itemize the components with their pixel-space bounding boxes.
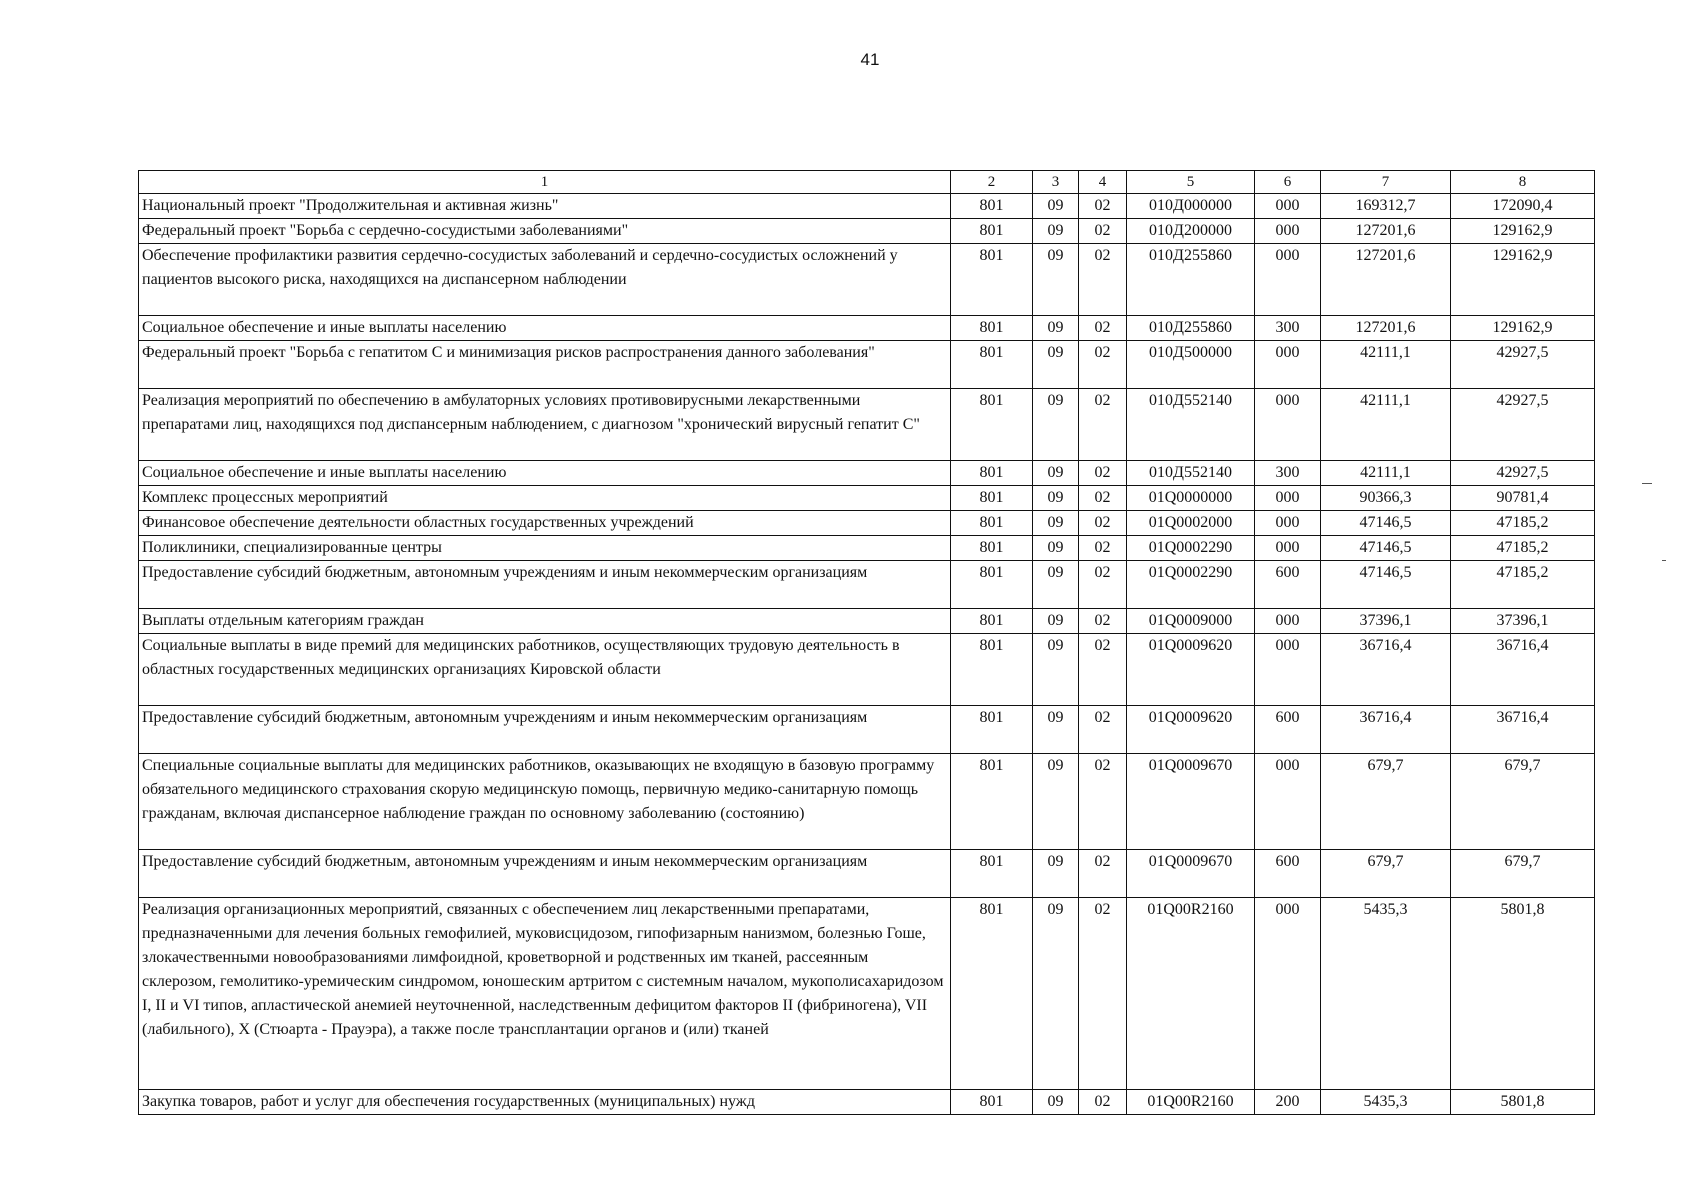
cell-subsection: 02: [1079, 461, 1127, 486]
cell-amount-year2: 129162,9: [1451, 316, 1595, 341]
cell-amount-year1: 90366,3: [1321, 486, 1451, 511]
cell-amount-year1: 5435,3: [1321, 1090, 1451, 1115]
cell-target-article: 010Д500000: [1127, 341, 1255, 389]
cell-section: 09: [1033, 341, 1079, 389]
table-row: [139, 486, 1595, 511]
cell-code-801: 801: [951, 194, 1033, 219]
row-name: Закупка товаров, работ и услуг для обеспечения государственных (муниципальных) нужд: [139, 1090, 951, 1115]
cell-section: 09: [1033, 219, 1079, 244]
column-header: 4: [1079, 171, 1127, 194]
row-name: Социальное обеспечение и иные выплаты населению: [139, 461, 951, 486]
cell-target-article: 01Q0009670: [1127, 850, 1255, 898]
cell-amount-year1: 42111,1: [1321, 461, 1451, 486]
cell-target-article: 010Д552140: [1127, 461, 1255, 486]
cell-expense-type: 000: [1255, 486, 1321, 511]
row-name: Финансовое обеспечение деятельности областных государственных учреждений: [139, 511, 951, 536]
cell-expense-type: 600: [1255, 561, 1321, 609]
cell-target-article: 010Д200000: [1127, 219, 1255, 244]
scan-artifact: [1642, 483, 1652, 484]
cell-expense-type: 000: [1255, 754, 1321, 850]
cell-amount-year1: 47146,5: [1321, 561, 1451, 609]
cell-expense-type: 300: [1255, 461, 1321, 486]
cell-subsection: 02: [1079, 754, 1127, 850]
cell-expense-type: 000: [1255, 609, 1321, 634]
cell-code-801: 801: [951, 389, 1033, 461]
column-header: 7: [1321, 171, 1451, 194]
cell-expense-type: 000: [1255, 194, 1321, 219]
table-body: [139, 194, 1595, 1115]
cell-expense-type: 000: [1255, 536, 1321, 561]
cell-amount-year1: 42111,1: [1321, 389, 1451, 461]
cell-code-801: 801: [951, 461, 1033, 486]
cell-amount-year1: 36716,4: [1321, 706, 1451, 754]
table-row: [139, 850, 1595, 898]
cell-amount-year2: 42927,5: [1451, 389, 1595, 461]
table-header-row: [139, 171, 1595, 194]
cell-expense-type: 300: [1255, 316, 1321, 341]
cell-expense-type: 600: [1255, 850, 1321, 898]
cell-code-801: 801: [951, 634, 1033, 706]
table-row: [139, 341, 1595, 389]
table-row: [139, 219, 1595, 244]
budget-table: [138, 170, 1595, 1115]
cell-section: 09: [1033, 850, 1079, 898]
table-row: [139, 898, 1595, 1090]
cell-target-article: 010Д000000: [1127, 194, 1255, 219]
cell-target-article: 01Q00R2160: [1127, 898, 1255, 1090]
row-name: Обеспечение профилактики развития сердечно-сосудистых заболеваний и сердечно-сосудистых осложнений у пациентов высокого риска, находящихся на диспансерном наблюдении: [139, 244, 951, 316]
cell-amount-year2: 47185,2: [1451, 511, 1595, 536]
cell-code-801: 801: [951, 316, 1033, 341]
cell-expense-type: 600: [1255, 706, 1321, 754]
row-name: Реализация мероприятий по обеспечению в амбулаторных условиях противовирусными лекарственными препаратами лиц, находящихся под диспансерным наблюдением, с диагнозом "хронический вирусный гепатит С": [139, 389, 951, 461]
cell-section: 09: [1033, 389, 1079, 461]
table-row: [139, 609, 1595, 634]
column-header: 2: [951, 171, 1033, 194]
cell-section: 09: [1033, 461, 1079, 486]
cell-expense-type: 000: [1255, 219, 1321, 244]
table-row: [139, 706, 1595, 754]
cell-amount-year1: 42111,1: [1321, 341, 1451, 389]
cell-section: 09: [1033, 486, 1079, 511]
cell-section: 09: [1033, 561, 1079, 609]
cell-target-article: 01Q0002290: [1127, 536, 1255, 561]
row-name: Национальный проект "Продолжительная и активная жизнь": [139, 194, 951, 219]
cell-section: 09: [1033, 1090, 1079, 1115]
cell-target-article: 01Q0002290: [1127, 561, 1255, 609]
cell-subsection: 02: [1079, 219, 1127, 244]
cell-amount-year2: 36716,4: [1451, 706, 1595, 754]
cell-amount-year2: 36716,4: [1451, 634, 1595, 706]
cell-code-801: 801: [951, 511, 1033, 536]
cell-code-801: 801: [951, 561, 1033, 609]
cell-amount-year2: 129162,9: [1451, 244, 1595, 316]
cell-expense-type: 000: [1255, 898, 1321, 1090]
cell-subsection: 02: [1079, 486, 1127, 511]
cell-expense-type: 000: [1255, 341, 1321, 389]
cell-code-801: 801: [951, 244, 1033, 316]
cell-subsection: 02: [1079, 850, 1127, 898]
cell-amount-year2: 47185,2: [1451, 536, 1595, 561]
cell-amount-year1: 679,7: [1321, 754, 1451, 850]
cell-section: 09: [1033, 194, 1079, 219]
table-row: [139, 316, 1595, 341]
cell-amount-year2: 90781,4: [1451, 486, 1595, 511]
cell-amount-year2: 679,7: [1451, 754, 1595, 850]
cell-amount-year1: 36716,4: [1321, 634, 1451, 706]
cell-section: 09: [1033, 244, 1079, 316]
cell-code-801: 801: [951, 898, 1033, 1090]
table-row: [139, 634, 1595, 706]
cell-code-801: 801: [951, 850, 1033, 898]
cell-code-801: 801: [951, 219, 1033, 244]
cell-amount-year2: 5801,8: [1451, 1090, 1595, 1115]
cell-subsection: 02: [1079, 609, 1127, 634]
cell-subsection: 02: [1079, 194, 1127, 219]
cell-amount-year2: 5801,8: [1451, 898, 1595, 1090]
row-name: Поликлиники, специализированные центры: [139, 536, 951, 561]
cell-code-801: 801: [951, 536, 1033, 561]
column-header: 3: [1033, 171, 1079, 194]
table-row: [139, 194, 1595, 219]
cell-section: 09: [1033, 706, 1079, 754]
row-name: Комплекс процессных мероприятий: [139, 486, 951, 511]
cell-code-801: 801: [951, 486, 1033, 511]
cell-code-801: 801: [951, 1090, 1033, 1115]
page-number: 41: [860, 50, 880, 69]
cell-expense-type: 000: [1255, 511, 1321, 536]
cell-target-article: 010Д255860: [1127, 316, 1255, 341]
cell-section: 09: [1033, 754, 1079, 850]
cell-section: 09: [1033, 316, 1079, 341]
cell-expense-type: 000: [1255, 244, 1321, 316]
column-header: 5: [1127, 171, 1255, 194]
row-name: Федеральный проект "Борьба с гепатитом С и минимизация рисков распространения данного заболевания": [139, 341, 951, 389]
cell-amount-year1: 5435,3: [1321, 898, 1451, 1090]
cell-amount-year1: 127201,6: [1321, 219, 1451, 244]
table-row: [139, 1090, 1595, 1115]
cell-amount-year2: 42927,5: [1451, 461, 1595, 486]
cell-code-801: 801: [951, 609, 1033, 634]
cell-amount-year1: 37396,1: [1321, 609, 1451, 634]
row-name: Федеральный проект "Борьба с сердечно-сосудистыми заболеваниями": [139, 219, 951, 244]
cell-subsection: 02: [1079, 536, 1127, 561]
cell-code-801: 801: [951, 341, 1033, 389]
row-name: Предоставление субсидий бюджетным, автономным учреждениям и иным некоммерческим организациям: [139, 561, 951, 609]
cell-amount-year1: 47146,5: [1321, 511, 1451, 536]
cell-amount-year2: 172090,4: [1451, 194, 1595, 219]
cell-amount-year2: 37396,1: [1451, 609, 1595, 634]
table-row: [139, 511, 1595, 536]
cell-target-article: 01Q0000000: [1127, 486, 1255, 511]
scan-artifact: [1662, 560, 1666, 561]
cell-amount-year1: 47146,5: [1321, 536, 1451, 561]
row-name: Реализация организационных мероприятий, связанных с обеспечением лиц лекарственными препаратами, предназначенными для лечения больных гемофилией, муковисцидозом, гипофизарным нанизмом, болезнью Гоше, злокачественными новообразованиями лимфоидной, кроветворной и родственных им тканей, рассеянным склерозом, гемолитико-уремическим синдромом, юношеским артритом с системным началом, мукополисахаридозом I, II и VI типов, апластической анемией неуточненной, наследственным дефицитом факторов II (фибриногена), VII (лабильного), X (Стюарта - Прауэра), а также после трансплантации органов и (или) тканей: [139, 898, 951, 1090]
cell-subsection: 02: [1079, 244, 1127, 316]
cell-section: 09: [1033, 634, 1079, 706]
cell-subsection: 02: [1079, 706, 1127, 754]
cell-expense-type: 000: [1255, 634, 1321, 706]
cell-target-article: 010Д255860: [1127, 244, 1255, 316]
column-header: 6: [1255, 171, 1321, 194]
cell-amount-year1: 679,7: [1321, 850, 1451, 898]
cell-target-article: 01Q0009000: [1127, 609, 1255, 634]
cell-subsection: 02: [1079, 898, 1127, 1090]
cell-subsection: 02: [1079, 634, 1127, 706]
cell-amount-year1: 169312,7: [1321, 194, 1451, 219]
cell-amount-year2: 42927,5: [1451, 341, 1595, 389]
table-row: [139, 561, 1595, 609]
table-row: [139, 536, 1595, 561]
cell-section: 09: [1033, 511, 1079, 536]
cell-target-article: 01Q00R2160: [1127, 1090, 1255, 1115]
column-header: 1: [139, 171, 951, 194]
cell-subsection: 02: [1079, 389, 1127, 461]
cell-amount-year1: 127201,6: [1321, 244, 1451, 316]
table-row: [139, 389, 1595, 461]
row-name: Социальное обеспечение и иные выплаты населению: [139, 316, 951, 341]
cell-subsection: 02: [1079, 1090, 1127, 1115]
cell-amount-year1: 127201,6: [1321, 316, 1451, 341]
cell-amount-year2: 47185,2: [1451, 561, 1595, 609]
cell-section: 09: [1033, 609, 1079, 634]
row-name: Социальные выплаты в виде премий для медицинских работников, осуществляющих трудовую деятельность в областных государственных медицинских организациях Кировской области: [139, 634, 951, 706]
row-name: Выплаты отдельным категориям граждан: [139, 609, 951, 634]
cell-subsection: 02: [1079, 511, 1127, 536]
cell-section: 09: [1033, 898, 1079, 1090]
table-row: [139, 244, 1595, 316]
row-name: Предоставление субсидий бюджетным, автономным учреждениям и иным некоммерческим организациям: [139, 706, 951, 754]
cell-code-801: 801: [951, 706, 1033, 754]
cell-amount-year2: 679,7: [1451, 850, 1595, 898]
cell-subsection: 02: [1079, 341, 1127, 389]
cell-amount-year2: 129162,9: [1451, 219, 1595, 244]
cell-target-article: 010Д552140: [1127, 389, 1255, 461]
cell-target-article: 01Q0002000: [1127, 511, 1255, 536]
cell-target-article: 01Q0009670: [1127, 754, 1255, 850]
cell-target-article: 01Q0009620: [1127, 706, 1255, 754]
table-row: [139, 461, 1595, 486]
row-name: Специальные социальные выплаты для медицинских работников, оказывающих не входящую в базовую программу обязательного медицинского страхования скорую медицинскую помощь, первичную медико-санитарную помощь гражданам, включая диспансерное наблюдение граждан по основному заболеванию (состоянию): [139, 754, 951, 850]
cell-expense-type: 200: [1255, 1090, 1321, 1115]
cell-subsection: 02: [1079, 316, 1127, 341]
cell-target-article: 01Q0009620: [1127, 634, 1255, 706]
cell-subsection: 02: [1079, 561, 1127, 609]
cell-section: 09: [1033, 536, 1079, 561]
cell-code-801: 801: [951, 754, 1033, 850]
cell-expense-type: 000: [1255, 389, 1321, 461]
table-row: [139, 754, 1595, 850]
column-header: 8: [1451, 171, 1595, 194]
row-name: Предоставление субсидий бюджетным, автономным учреждениям и иным некоммерческим организациям: [139, 850, 951, 898]
